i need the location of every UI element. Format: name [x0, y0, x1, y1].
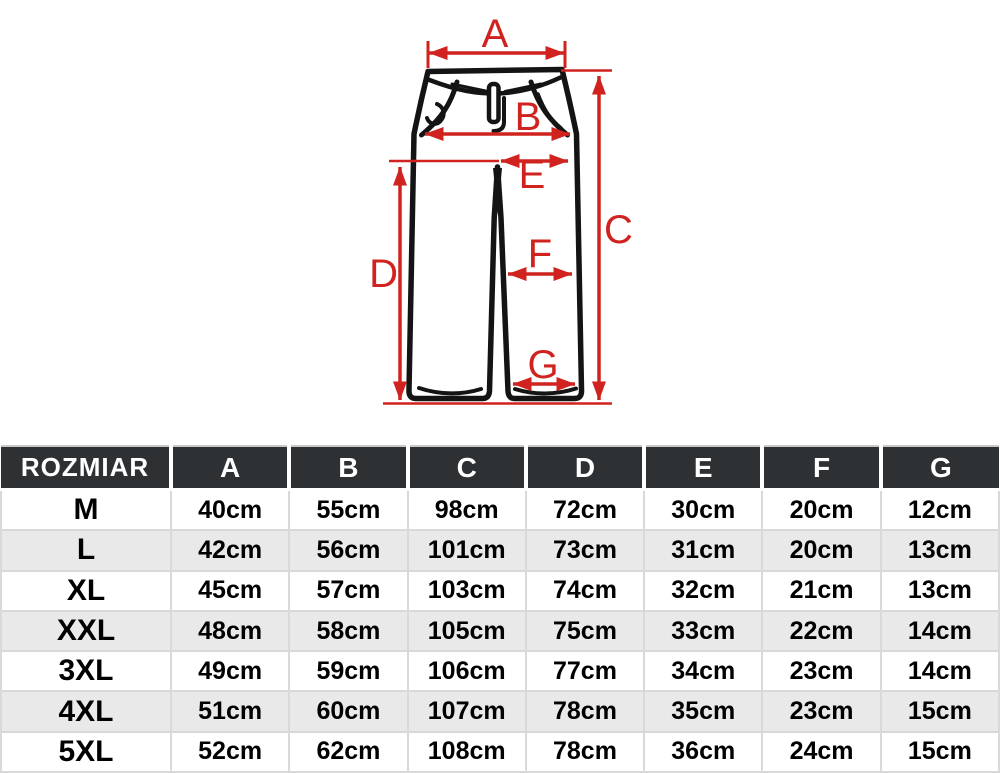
value-cell: 49cm	[171, 651, 289, 691]
table-row-5xl	[1, 732, 999, 772]
measure-label-c: C	[604, 208, 633, 252]
value-cell: 101cm	[408, 530, 526, 570]
value-cell: 15cm	[881, 732, 999, 772]
table-row-l	[1, 530, 999, 570]
col-header-c: C	[408, 446, 526, 490]
value-cell: 106cm	[408, 651, 526, 691]
value-cell: 14cm	[881, 651, 999, 691]
value-cell: 56cm	[289, 530, 407, 570]
value-cell: 42cm	[171, 530, 289, 570]
value-cell: 33cm	[644, 611, 762, 651]
value-cell: 60cm	[289, 691, 407, 731]
value-cell: 103cm	[408, 571, 526, 611]
value-cell: 52cm	[171, 732, 289, 772]
col-header-f: F	[762, 446, 880, 490]
table-row-m	[1, 490, 999, 531]
value-cell: 12cm	[881, 490, 999, 531]
value-cell: 78cm	[526, 732, 644, 772]
size-cell: L	[1, 530, 171, 570]
value-cell: 34cm	[644, 651, 762, 691]
size-cell: XL	[1, 571, 171, 611]
belt-loop	[489, 84, 499, 122]
value-cell: 15cm	[881, 691, 999, 731]
value-cell: 105cm	[408, 611, 526, 651]
value-cell: 57cm	[289, 571, 407, 611]
value-cell: 24cm	[762, 732, 880, 772]
value-cell: 58cm	[289, 611, 407, 651]
value-cell: 21cm	[762, 571, 880, 611]
size-cell: M	[1, 490, 171, 531]
measure-label-e: E	[518, 153, 546, 197]
value-cell: 74cm	[526, 571, 644, 611]
col-header-b: B	[289, 446, 407, 490]
size-cell: 3XL	[1, 651, 171, 691]
value-cell: 14cm	[881, 611, 999, 651]
value-cell: 55cm	[289, 490, 407, 531]
value-cell: 107cm	[408, 691, 526, 731]
value-cell: 48cm	[171, 611, 289, 651]
col-header-g: G	[881, 446, 999, 490]
size-cell: 4XL	[1, 691, 171, 731]
value-cell: 22cm	[762, 611, 880, 651]
value-cell: 72cm	[526, 490, 644, 531]
size-table-header-row	[1, 446, 999, 490]
value-cell: 23cm	[762, 651, 880, 691]
value-cell: 78cm	[526, 691, 644, 731]
value-cell: 108cm	[408, 732, 526, 772]
value-cell: 59cm	[289, 651, 407, 691]
col-header-d: D	[526, 446, 644, 490]
col-header-rozmiar: ROZMIAR	[1, 446, 171, 490]
value-cell: 73cm	[526, 530, 644, 570]
value-cell: 36cm	[644, 732, 762, 772]
value-cell: 30cm	[644, 490, 762, 531]
table-row-4xl	[1, 691, 999, 731]
value-cell: 35cm	[644, 691, 762, 731]
value-cell: 40cm	[171, 490, 289, 531]
table-row-3xl	[1, 651, 999, 691]
measure-label-b: B	[514, 95, 542, 139]
value-cell: 23cm	[762, 691, 880, 731]
value-cell: 32cm	[644, 571, 762, 611]
measure-label-g: G	[527, 343, 559, 387]
value-cell: 51cm	[171, 691, 289, 731]
value-cell: 20cm	[762, 490, 880, 531]
col-header-e: E	[644, 446, 762, 490]
size-table	[0, 445, 1000, 773]
table-row-xl	[1, 571, 999, 611]
table-row-xxl	[1, 611, 999, 651]
measure-label-d: D	[369, 252, 398, 296]
value-cell: 20cm	[762, 530, 880, 570]
value-cell: 13cm	[881, 571, 999, 611]
value-cell: 77cm	[526, 651, 644, 691]
value-cell: 98cm	[408, 490, 526, 531]
value-cell: 62cm	[289, 732, 407, 772]
value-cell: 13cm	[881, 530, 999, 570]
measure-label-f: F	[527, 232, 553, 276]
size-cell: 5XL	[1, 732, 171, 772]
value-cell: 31cm	[644, 530, 762, 570]
size-cell: XXL	[1, 611, 171, 651]
value-cell: 45cm	[171, 571, 289, 611]
col-header-a: A	[171, 446, 289, 490]
value-cell: 75cm	[526, 611, 644, 651]
measure-label-a: A	[481, 12, 509, 56]
